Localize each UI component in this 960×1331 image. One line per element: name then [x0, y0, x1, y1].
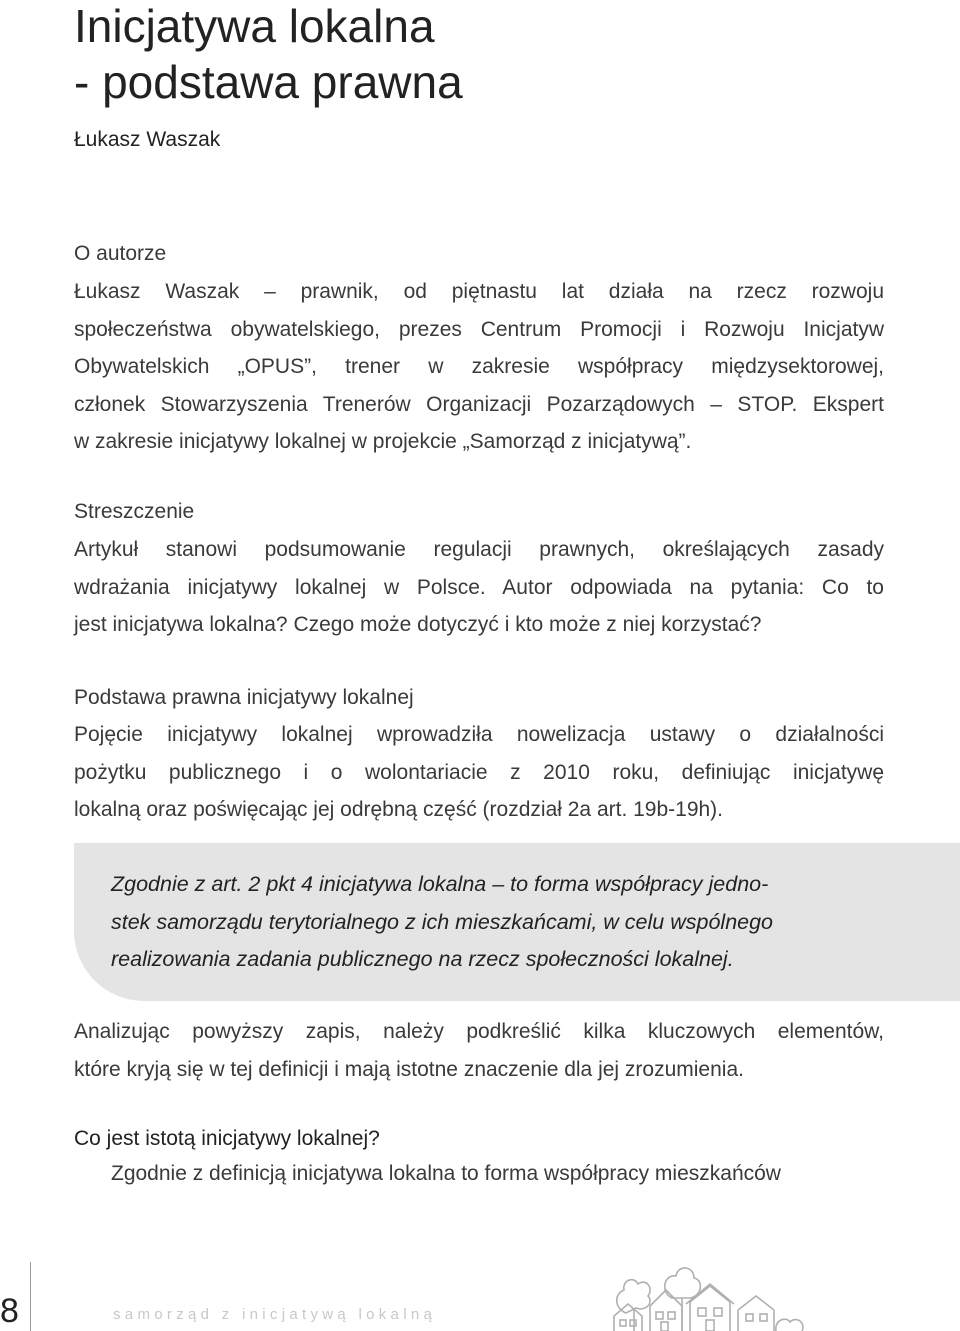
about-paragraph: [74, 273, 884, 461]
summary-heading: Streszczenie: [74, 500, 195, 523]
analysis-line: Analizując powyższy zapis, należy podkreślić kilka kluczowych elementów,: [74, 1020, 884, 1043]
page-number: 8: [0, 1292, 19, 1330]
footer-series-text: samorząd z inicjatywą lokalną: [113, 1306, 437, 1323]
houses-logo-icon: [606, 1258, 806, 1331]
about-line: Łukasz Waszak – prawnik, od piętnastu lat działa na rzecz rozwoju: [74, 280, 884, 303]
page-title: [74, 0, 463, 110]
question-heading: Co jest istotą inicjatywy lokalnej?: [74, 1127, 380, 1150]
quote-line: stek samorządu terytorialnego z ich mieszkańcami, w celu wspólnego: [111, 909, 774, 934]
about-line: społeczeństwa obywatelskiego, prezes Centrum Promocji i Rozwoju Inicjatyw: [74, 317, 884, 341]
legal-basis-heading: Podstawa prawna inicjatywy lokalnej: [74, 686, 414, 709]
analysis-paragraph: [74, 1013, 884, 1088]
legal-basis-paragraph: [74, 716, 884, 829]
question-text: Zgodnie z definicją inicjatywa lokalna to forma współpracy mieszkańców: [111, 1162, 781, 1185]
about-line: członek Stowarzyszenia Trenerów Organizacji Pozarządowych – STOP. Ekspert: [74, 392, 884, 416]
analysis-line: które kryją się w tej definicji i mają istotne znaczenie dla jej zrozumienia.: [74, 1057, 744, 1081]
legal-basis-line: pożytku publicznego i o wolontariacie z 2010 roku, definiując inicjatywę: [74, 760, 884, 784]
title-line-2: - podstawa prawna: [74, 56, 463, 108]
about-heading: O autorze: [74, 242, 167, 265]
summary-line: wdrażania inicjatywy lokalnej w Polsce. Autor odpowiada na pytania: Co to: [74, 575, 884, 599]
title-line-1: Inicjatywa lokalna: [74, 0, 435, 52]
legal-basis-line: Pojęcie inicjatywy lokalnej wprowadziła nowelizacja ustawy o działalności: [74, 723, 884, 746]
quote-line: realizowania zadania publicznego na rzecz społeczności lokalnej.: [111, 947, 734, 971]
page-number-divider: [30, 1262, 31, 1331]
summary-paragraph: [74, 531, 884, 644]
author-name: Łukasz Waszak: [74, 128, 221, 151]
about-line: Obywatelskich „OPUS”, trener w zakresie współpracy międzysektorowej,: [74, 355, 884, 378]
summary-line: jest inicjatywa lokalna? Czego może dotyczyć i kto może z niej korzystać?: [74, 613, 762, 636]
legal-basis-line: lokalną oraz poświęcając jej odrębną część (rozdział 2a art. 19b-19h).: [74, 798, 724, 821]
quote-line: Zgodnie z art. 2 pkt 4 inicjatywa lokalna – to forma współpracy jedno-: [111, 872, 769, 896]
quote-text: [111, 866, 851, 979]
about-line: w zakresie inicjatywy lokalnej w projekcie „Samorząd z inicjatywą”.: [74, 430, 692, 453]
summary-line: Artykuł stanowi podsumowanie regulacji prawnych, określających zasady: [74, 538, 884, 561]
